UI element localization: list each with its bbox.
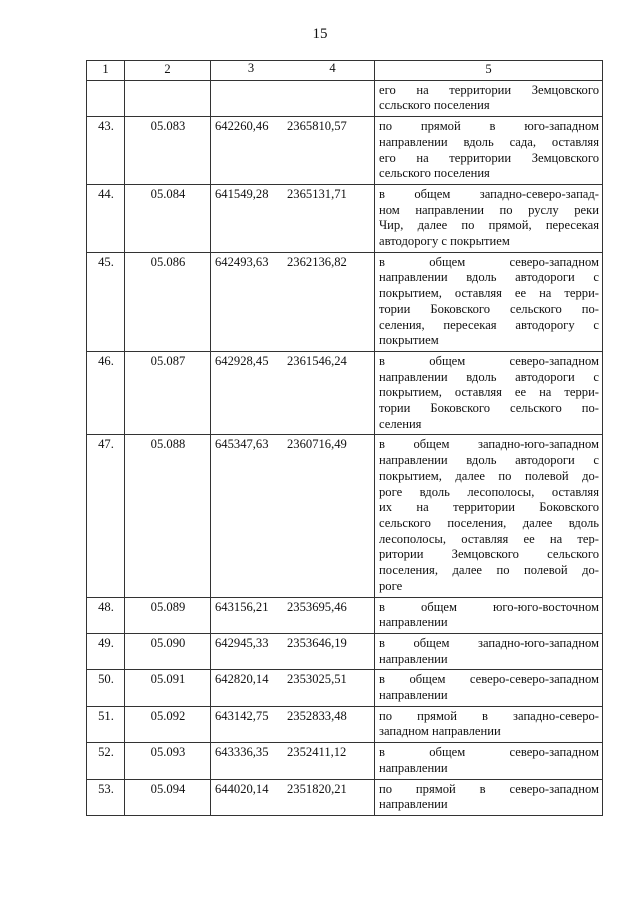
description-line: покрытием, оставляя ее на терри-	[379, 286, 599, 301]
point-number: 51.	[87, 706, 125, 742]
boundary-description	[375, 743, 603, 779]
point-code: 05.091	[125, 670, 211, 706]
boundary-description	[375, 633, 603, 669]
coordinates-cell	[211, 435, 375, 597]
point-number	[87, 80, 125, 116]
description-line: Чир, далее по прямой, пересекая	[379, 218, 599, 233]
description-line: селения, пересекая автодорогу с	[379, 317, 599, 332]
description-line: в общем западно-северо-запад-	[379, 186, 599, 201]
description-line: сельского поселения	[379, 166, 490, 181]
coordinates-cell	[211, 184, 375, 252]
description-line: ном направлении по руслу реки	[379, 202, 599, 217]
coordinate-x: 642820,14	[215, 672, 269, 687]
description-line: покрытием, оставляя ее на терри-	[379, 385, 599, 400]
point-number: 43.	[87, 117, 125, 185]
point-number: 50.	[87, 670, 125, 706]
coordinates-cell	[211, 670, 375, 706]
point-code: 05.093	[125, 743, 211, 779]
coordinates-cell	[211, 597, 375, 633]
description-line: по прямой в северо-западном	[379, 781, 599, 796]
boundary-description	[375, 184, 603, 252]
table-row	[87, 670, 603, 706]
boundary-description	[375, 252, 603, 351]
description-line: в общем северо-западном	[379, 254, 599, 269]
boundary-description	[375, 706, 603, 742]
point-number: 44.	[87, 184, 125, 252]
point-code: 05.083	[125, 117, 211, 185]
coordinate-y: 2361546,24	[287, 353, 347, 368]
coordinates-cell	[211, 633, 375, 669]
coordinate-x: 644020,14	[215, 781, 269, 796]
header-col-1: 1	[87, 61, 125, 81]
coordinate-x: 645347,63	[215, 437, 269, 452]
boundary-description	[375, 80, 603, 116]
point-number: 47.	[87, 435, 125, 597]
table-row	[87, 706, 603, 742]
point-code: 05.094	[125, 779, 211, 815]
table-row	[87, 597, 603, 633]
table-row	[87, 435, 603, 597]
description-line: в общем северо-западном	[379, 353, 599, 368]
description-line: направлении вдоль автодороги с	[379, 270, 599, 285]
coordinate-y: 2353646,19	[287, 635, 347, 650]
coordinate-y: 2353025,51	[287, 672, 347, 687]
description-line: направлении вдоль сада, оставляя	[379, 134, 599, 149]
point-number: 48.	[87, 597, 125, 633]
coordinate-x: 642945,33	[215, 635, 269, 650]
coordinate-x: 642260,46	[215, 119, 269, 134]
coordinate-y: 2352411,12	[287, 745, 347, 760]
coordinate-x: 643156,21	[215, 599, 269, 614]
coordinates-cell	[211, 779, 375, 815]
coordinates-cell	[211, 706, 375, 742]
description-line: в общем северо-западном	[379, 745, 599, 760]
description-line: тории Боковского сельского по-	[379, 301, 599, 316]
coordinate-y: 2351820,21	[287, 781, 347, 796]
description-line: роге	[379, 578, 403, 593]
boundary-description	[375, 597, 603, 633]
boundary-description	[375, 351, 603, 435]
point-code: 05.090	[125, 633, 211, 669]
description-line: направлении	[379, 760, 448, 775]
coordinate-y: 2353695,46	[287, 599, 347, 614]
description-line: западном направлении	[379, 724, 501, 739]
point-code: 05.092	[125, 706, 211, 742]
table-row	[87, 633, 603, 669]
point-number: 49.	[87, 633, 125, 669]
description-line: по прямой в юго-западном	[379, 119, 599, 134]
point-code: 05.089	[125, 597, 211, 633]
coordinates-cell	[211, 351, 375, 435]
description-line: его на территории Земцовского	[379, 82, 599, 97]
description-line: ритории Земцовского сельского	[379, 547, 599, 562]
coordinate-y: 2360716,49	[287, 437, 347, 452]
description-line: по прямой в западно-северо-	[379, 708, 599, 723]
description-line: направлении	[379, 615, 448, 630]
description-line: в общем западно-юго-западном	[379, 635, 599, 650]
table-row	[87, 117, 603, 185]
table-row	[87, 252, 603, 351]
coordinate-y: 2362136,82	[287, 254, 347, 269]
description-line: тории Боковского сельского по-	[379, 401, 599, 416]
point-number: 52.	[87, 743, 125, 779]
description-line: поселения, далее по полевой до-	[379, 563, 599, 578]
header-col-5: 5	[375, 61, 603, 81]
description-line: направлении вдоль автодороги с	[379, 453, 599, 468]
coordinates-cell	[211, 80, 375, 116]
coordinate-x: 642928,45	[215, 353, 269, 368]
table-row	[87, 80, 603, 116]
header-col-2: 2	[125, 61, 211, 81]
coordinate-y: 2352833,48	[287, 708, 347, 723]
coordinate-x: 643336,35	[215, 745, 269, 760]
table-row	[87, 779, 603, 815]
description-line: покрытием, далее по полевой до-	[379, 468, 599, 483]
description-line: в общем западно-юго-западном	[379, 437, 599, 452]
description-line: направлении вдоль автодороги с	[379, 369, 599, 384]
header-col-3-4	[211, 61, 375, 81]
table-row	[87, 184, 603, 252]
point-code: 05.087	[125, 351, 211, 435]
coordinate-x: 641549,28	[215, 186, 269, 201]
description-line: в общем юго-юго-восточном	[379, 599, 599, 614]
point-number: 53.	[87, 779, 125, 815]
coordinates-cell	[211, 743, 375, 779]
description-line: его на территории Земцовского	[379, 150, 599, 165]
description-line: лесополосы, оставляя ее на тер-	[379, 531, 599, 546]
description-line: сельского поселения, далее вдоль	[379, 515, 599, 530]
table-header-row	[87, 61, 603, 81]
point-number: 46.	[87, 351, 125, 435]
boundary-description	[375, 670, 603, 706]
coordinate-y: 2365131,71	[287, 186, 347, 201]
description-line: в общем северо-северо-западном	[379, 672, 599, 687]
description-line: их на территории Боковского	[379, 500, 599, 515]
boundary-description	[375, 779, 603, 815]
boundary-description	[375, 435, 603, 597]
coordinates-cell	[211, 117, 375, 185]
table-row	[87, 743, 603, 779]
coordinate-x: 643142,75	[215, 708, 269, 723]
table-row	[87, 351, 603, 435]
header-col-3: 3	[247, 61, 255, 75]
description-line: направлении	[379, 797, 448, 812]
point-code: 05.088	[125, 435, 211, 597]
coordinate-x: 642493,63	[215, 254, 269, 269]
description-line: направлении	[379, 688, 448, 703]
boundary-points-table	[86, 60, 603, 816]
boundary-description	[375, 117, 603, 185]
point-code: 05.084	[125, 184, 211, 252]
description-line: автодорогу с покрытием	[379, 234, 510, 249]
description-line: ссльского поселения	[379, 98, 490, 113]
point-code	[125, 80, 211, 116]
header-col-4: 4	[329, 61, 336, 75]
description-line: покрытием	[379, 333, 439, 348]
coordinates-cell	[211, 252, 375, 351]
point-number: 45.	[87, 252, 125, 351]
description-line: направлении	[379, 651, 448, 666]
description-line: роге вдоль лесополосы, оставляя	[379, 484, 599, 499]
coordinate-y: 2365810,57	[287, 119, 347, 134]
description-line: селения	[379, 416, 422, 431]
page-number: 15	[312, 26, 328, 42]
point-code: 05.086	[125, 252, 211, 351]
